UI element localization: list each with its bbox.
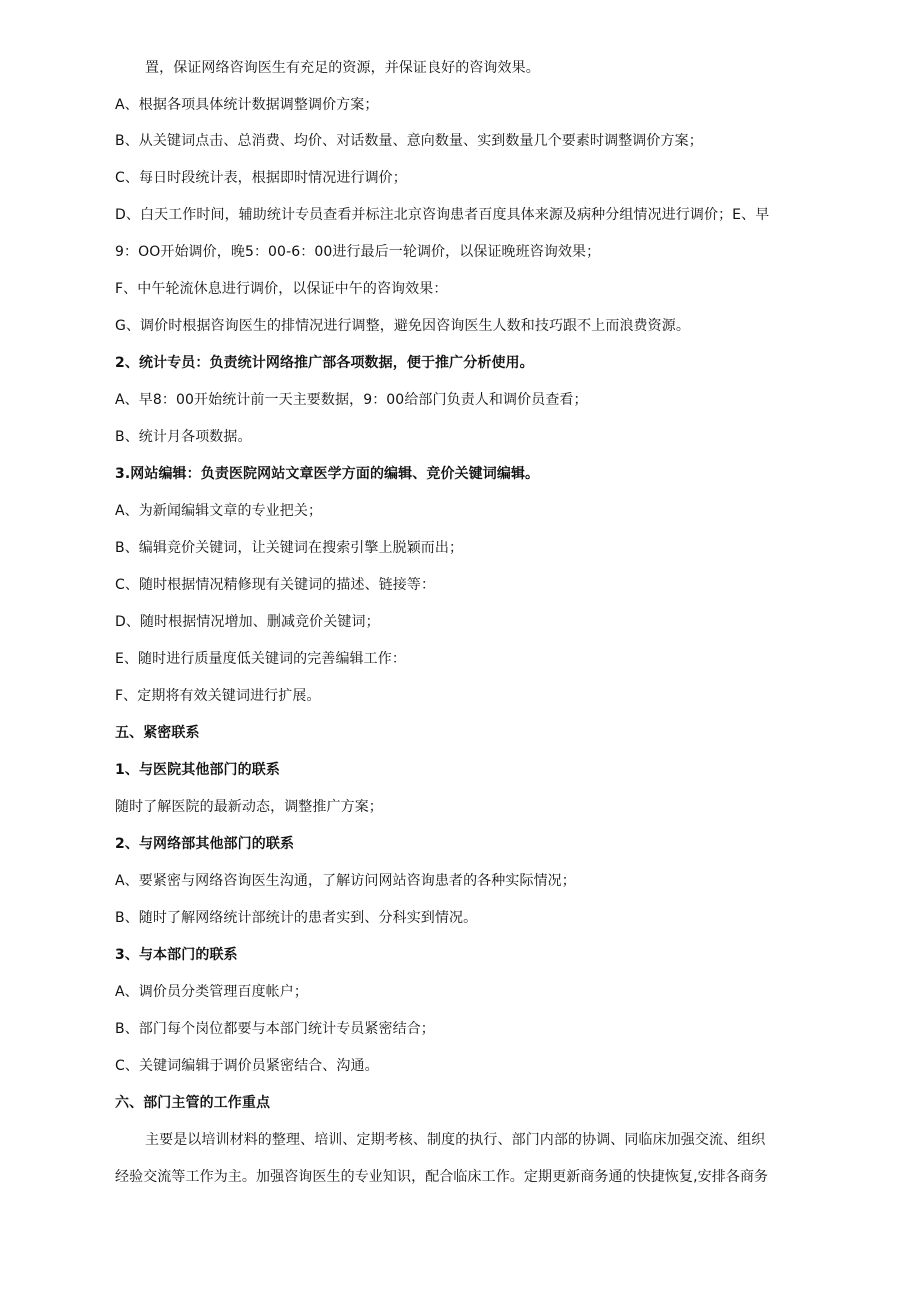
list-item: B、统计月各项数据。 [115,429,252,445]
paragraph-line: 主要是以培训材料的整理、培训、定期考核、制度的执行、部门内部的协调、同临床加强交流、组织 [145,1132,766,1148]
text-line: 置，保证网络咨询医生有充足的资源，并保证良好的咨询效果。 [145,60,540,76]
list-item: B、部门每个岗位都要与本部门统计专员紧密结合； [115,1021,435,1037]
list-item: B、随时了解网络统计部统计的患者实到、分科实到情况。 [115,910,478,926]
subsection-heading: 2、与网络部其他部门的联系 [115,836,295,852]
list-item: A、要紧密与网络咨询医生沟通，了解访问网站咨询患者的各种实际情况； [115,873,576,889]
list-item: D、白天工作时间，辅助统计专员查看并标注北京咨询患者百度具体来源及病种分组情况进行调价；E、早 [115,207,770,223]
list-item: F、中午轮流休息进行调价，以保证中午的咨询效果： [115,281,448,297]
section-heading: 3.网站编辑：负责医院网站文章医学方面的编辑、竞价关键词编辑。 [115,466,540,482]
list-item: A、根据各项具体统计数据调整调价方案； [115,97,379,113]
list-item: 9：OO开始调价，晚5：00-6：00进行最后一轮调价，以保证晚班咨询效果； [115,244,601,260]
list-item: E、随时进行质量度低关键词的完善编辑工作： [115,651,406,667]
list-item: A、为新闻编辑文章的专业把关； [115,503,323,519]
list-item: B、编辑竞价关键词，让关键词在搜索引擎上脱颖而出； [115,540,464,556]
subsection-heading: 1、与医院其他部门的联系 [115,762,280,778]
list-item: F、定期将有效关键词进行扩展。 [115,688,321,704]
subsection-heading: 3、与本部门的联系 [115,947,238,963]
list-item: D、随时根据情况增加、删减竞价关键词； [115,614,380,630]
list-item: A、调价员分类管理百度帐户； [115,984,308,1000]
list-item: A、早8：00开始统计前一天主要数据，9：00给部门负责人和调价员查看； [115,392,588,408]
list-item: G、调价时根据咨询医生的排情况进行调整，避免因咨询医生人数和技巧跟不上而浪费资源。 [115,318,690,334]
section-heading: 六、部门主管的工作重点 [115,1095,271,1111]
list-item: C、随时根据情况精修现有关键词的描述、链接等： [115,577,436,593]
paragraph-line: 经验交流等工作为主。加强咨询医生的专业知识，配合临床工作。定期更新商务通的快捷恢复,安排各商务 [115,1169,769,1185]
list-item: B、从关键词点击、总消费、均价、对话数量、意向数量、实到数量几个要素时调整调价方案； [115,133,703,149]
list-item: C、每日时段统计表，根据即时情况进行调价； [115,170,407,186]
section-heading: 2、统计专员：负责统计网络推广部各项数据，便于推广分析使用。 [115,355,534,371]
text-line: 随时了解医院的最新动态，调整推广方案； [115,799,383,815]
section-heading: 五、紧密联系 [115,725,200,741]
list-item: C、关键词编辑于调价员紧密结合、沟通。 [115,1058,379,1074]
